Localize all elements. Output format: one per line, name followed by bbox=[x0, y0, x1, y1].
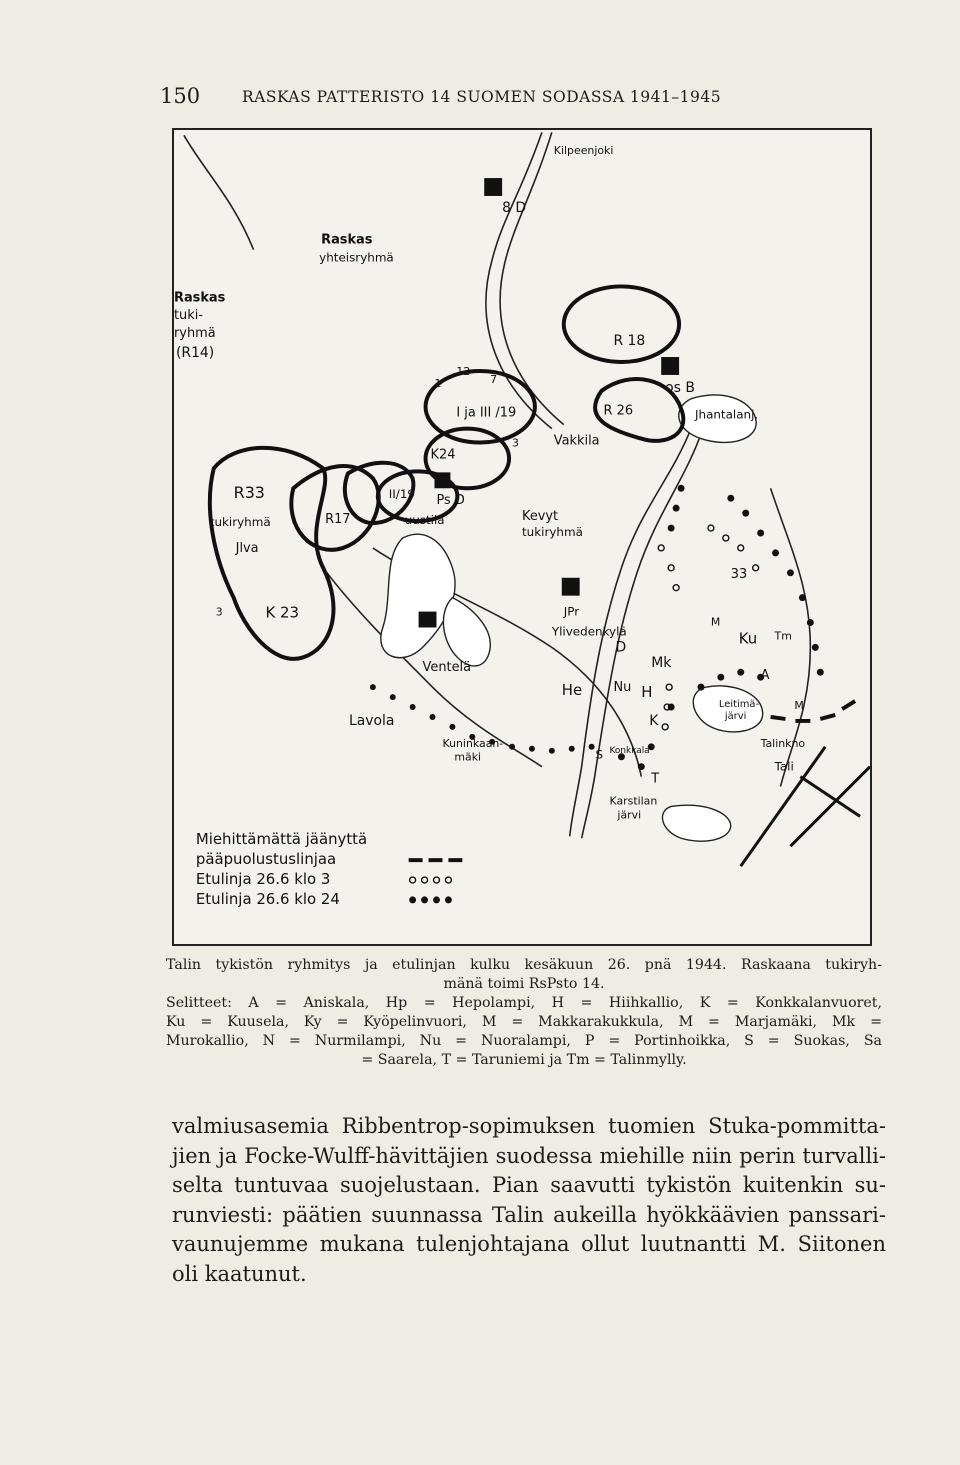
legend-line-2: pääpuolustuslinjaa bbox=[195, 850, 337, 869]
map-label-karstilanjarvi-1: Karstilan bbox=[609, 794, 658, 808]
figure-caption bbox=[166, 956, 882, 1070]
map-label-ja-iii-19: I ja III /19 bbox=[456, 405, 517, 421]
page-number: 150 bbox=[160, 84, 201, 108]
caption-title-line-2: mänä toimi RsPsto 14. bbox=[443, 976, 605, 992]
running-title: RASKAS PATTERISTO 14 SUOMEN SODASSA 1941–1945 bbox=[242, 88, 722, 106]
map-label-jhantalanj: Jhantalanj. bbox=[695, 407, 759, 422]
map-label-a: A bbox=[760, 668, 770, 684]
road-network bbox=[184, 132, 810, 838]
map-label-psd: Ps D bbox=[436, 493, 465, 509]
caption-title-line-1: Talin tykistön ryhmitys ja etulinjan kulku kesäkuun 26. pnä 1944. Raskaana tukiryh- bbox=[166, 957, 882, 973]
hq-markers bbox=[419, 178, 680, 627]
caption-legend-line-2: Ku = Kuusela, Ky = Kyöpelinvuori, M = Makkarakukkula, M = Marjamäki, Mk = bbox=[166, 1014, 882, 1030]
map-label-h: H bbox=[641, 683, 653, 702]
map-label-ventela: Ventelä bbox=[422, 660, 472, 676]
map-label-raskas-yhteisryhma-1: Raskas bbox=[321, 232, 373, 248]
map-legend bbox=[196, 830, 462, 908]
map-figure bbox=[172, 128, 872, 946]
map-label-7: 7 bbox=[490, 372, 498, 386]
map-label-8d: 8 D bbox=[502, 199, 527, 216]
map-label-kuninkaanmaki-2: mäki bbox=[454, 750, 482, 764]
page-header bbox=[160, 84, 790, 114]
map-label-12: 12 bbox=[456, 364, 471, 378]
map-label-raskas-tuki-3: ryhmä bbox=[174, 326, 216, 342]
map-label-karstilanjarvi-2: järvi bbox=[617, 808, 642, 822]
map-label-1: 1 bbox=[434, 376, 442, 390]
map-label-ku: Ku bbox=[738, 629, 758, 648]
map-label-raskas-tuki-4: (R14) bbox=[175, 345, 215, 362]
body-line-6: oli kaatunut. bbox=[172, 1261, 307, 1286]
map-label-kuninkaanmaki-1: Kuninkaan- bbox=[442, 736, 504, 750]
caption-legend-line-4: = Saarela, T = Taruniemi ja Tm = Talinmylly. bbox=[361, 1052, 687, 1068]
map-label-3b: 3 bbox=[215, 605, 223, 619]
caption-legend-line-3: Murokallio, N = Nurmilampi, Nu = Nuoralampi, P = Portinhoikka, S = Suokas, Sa bbox=[166, 1033, 882, 1049]
map-label-m-small: M bbox=[710, 615, 721, 629]
map-label-d: D bbox=[615, 639, 627, 656]
map-label-osb: os B bbox=[665, 379, 695, 396]
body-line-4: runviesti: päätien suunnassa Talin aukeilla hyökkäävien panssari- bbox=[172, 1202, 886, 1227]
map-label-talinkno: Talinkno bbox=[760, 736, 806, 750]
map-label-he: He bbox=[561, 681, 583, 700]
map-label-jlva: Jlva bbox=[235, 540, 259, 556]
map-label-raskas-tuki-1: Raskas bbox=[174, 290, 226, 306]
map-label-tali: Tali bbox=[774, 759, 794, 774]
body-line-3: selta tuntuvaa suojelustaan. Pian saavutti tykistön kuitenkin su- bbox=[172, 1173, 886, 1197]
map-label-lavola: Lavola bbox=[348, 712, 395, 729]
map-label-3: 3 bbox=[512, 436, 520, 450]
map-label-k: K bbox=[649, 712, 659, 729]
map-label-r33: R33 bbox=[233, 483, 265, 503]
map-label-nu: Nu bbox=[613, 680, 632, 696]
body-line-2: jien ja Focke-Wulff-hävittäjien suodessa miehille niin perin turvalli- bbox=[172, 1143, 886, 1168]
legend-symbol-front-3 bbox=[410, 877, 452, 883]
map-label-33: 33 bbox=[730, 566, 748, 582]
map-label-raskas-yhteisryhma-2: yhteisryhmä bbox=[319, 250, 394, 265]
map-label-m: M bbox=[794, 699, 804, 713]
body-paragraph bbox=[172, 1112, 886, 1289]
map-label-kevyt-1: Kevyt bbox=[522, 509, 559, 525]
body-line-1: valmiusasemia Ribbentrop-sopimuksen tuomien Stuka-pommitta- bbox=[172, 1114, 886, 1138]
unmanned-main-line bbox=[771, 701, 856, 721]
map-label-s: S bbox=[595, 747, 604, 762]
legend-line-1: Miehittämättä jäänyttä bbox=[195, 830, 368, 849]
body-line-5: vaunujemme mukana tulenjohtajana ollut luutnantti M. Siitonen bbox=[172, 1232, 886, 1256]
map-label-k23: K 23 bbox=[265, 603, 299, 622]
map-label-ii19: II/19 bbox=[388, 487, 416, 502]
railway bbox=[741, 747, 870, 866]
map-label-t: T bbox=[651, 771, 660, 787]
map-label-konkkala: Konkkala bbox=[609, 745, 650, 756]
map-label-vakkila: Vakkila bbox=[553, 433, 600, 449]
legend-line-3: Etulinja 26.6 klo 3 bbox=[195, 870, 331, 889]
legend-line-4: Etulinja 26.6 klo 24 bbox=[195, 889, 340, 908]
caption-legend-line-1: Selitteet: A = Aniskala, Hp = Hepolampi, H = Hiihkallio, K = Konkkalanvuoret, bbox=[166, 995, 882, 1011]
map-label-tukiryhma: tukiryhmä bbox=[209, 515, 271, 530]
map-label-k24: K24 bbox=[430, 447, 456, 463]
map-label-leitimajarvi-1: Leitimä- bbox=[718, 699, 760, 711]
map-label-mk: Mk bbox=[651, 655, 672, 672]
map-label-kilpeenjoki: Kilpeenjoki bbox=[553, 144, 614, 158]
map-label-r17: R17 bbox=[325, 512, 351, 528]
map-label-tm: Tm bbox=[774, 629, 792, 643]
map-label-leitimajarvi-2: järvi bbox=[724, 710, 747, 722]
map-label-uustila: uustila bbox=[404, 513, 445, 528]
map-label-jpr: JPr bbox=[563, 604, 580, 619]
map-label-kevyt-2: tukiryhmä bbox=[522, 525, 583, 540]
map-drawing bbox=[174, 130, 870, 944]
map-label-raskas-tuki-2: tuki- bbox=[174, 308, 203, 324]
map-label-r18: R 18 bbox=[613, 333, 646, 350]
map-label-r26: R 26 bbox=[603, 403, 634, 419]
map-label-ylivedenkyla: Ylivedenkylä bbox=[551, 624, 627, 639]
legend-symbol-front-24 bbox=[409, 896, 452, 903]
